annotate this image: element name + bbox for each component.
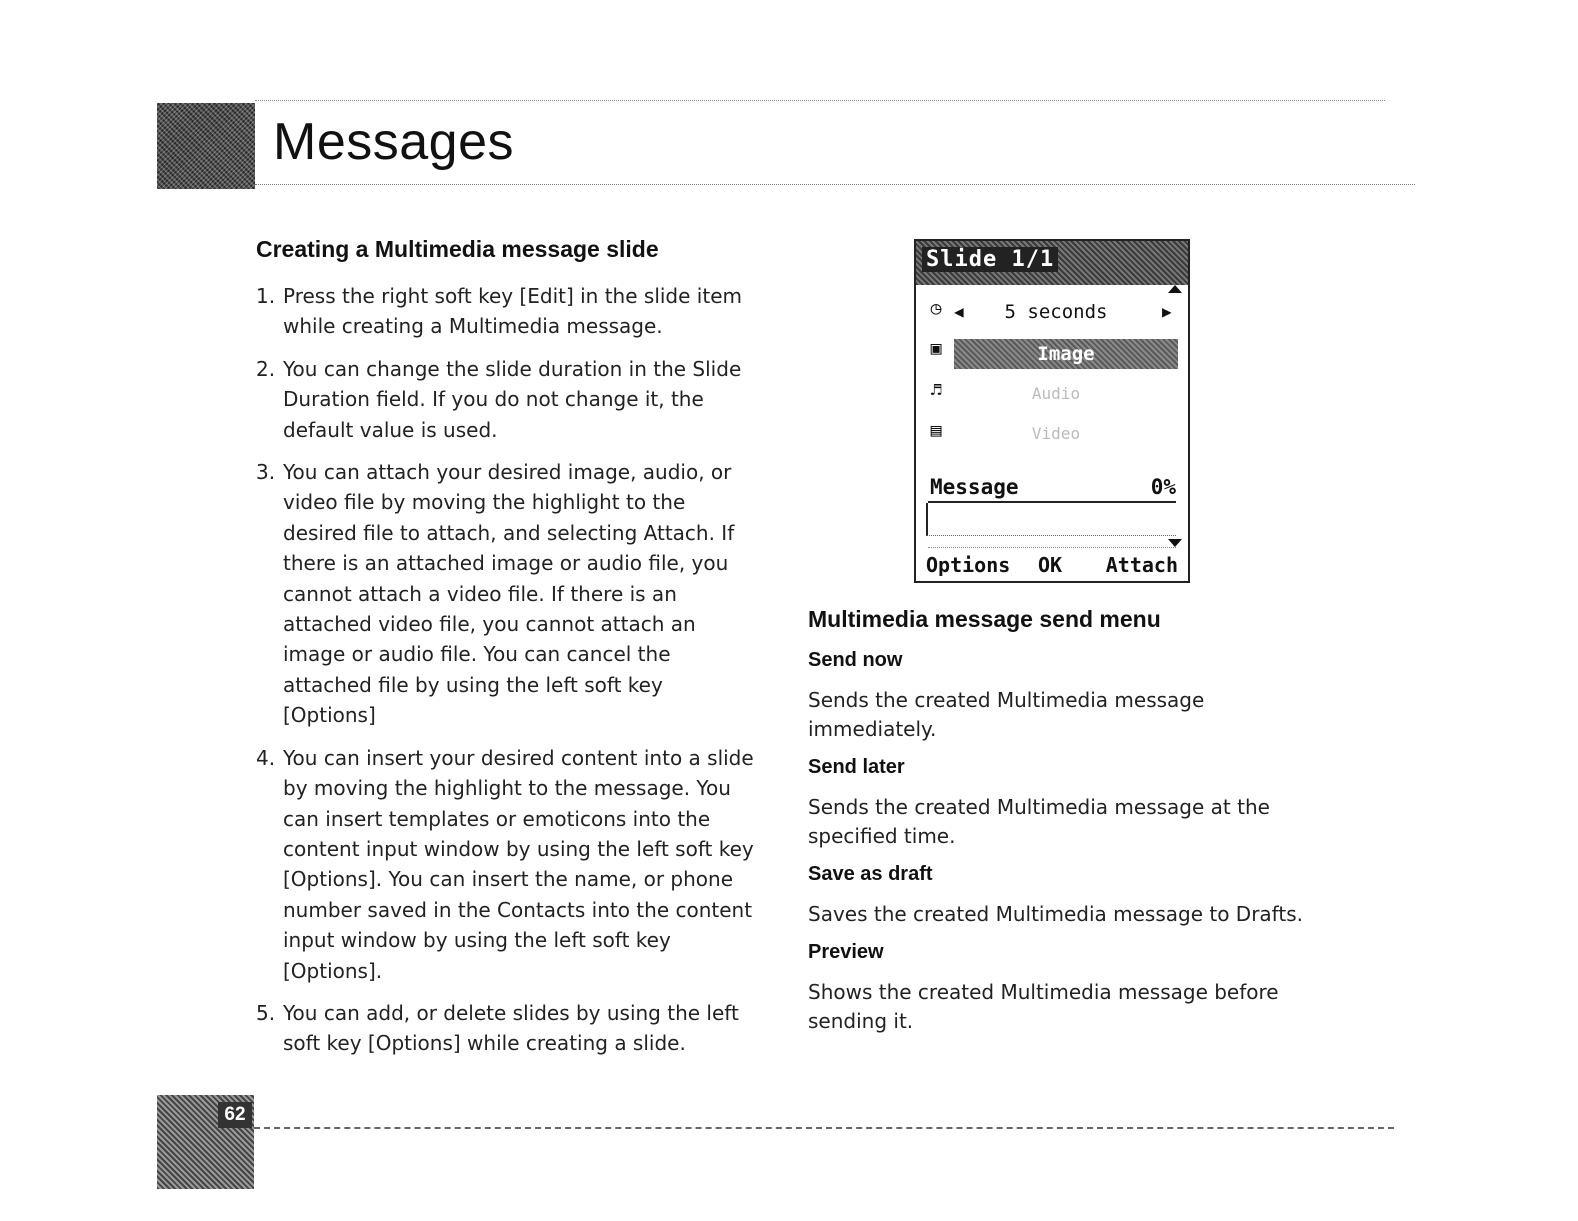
- phone-title-bar: [916, 241, 1188, 285]
- list-item: [256, 281, 756, 342]
- duration-value: 5 seconds: [1004, 301, 1108, 323]
- image-highlight: [954, 339, 1178, 369]
- send-later-desc: Sends the created Multimedia message at the specified time.: [808, 795, 1270, 848]
- options-softkey[interactable]: Options: [926, 553, 1011, 577]
- arrow-left-icon[interactable]: ◀: [954, 302, 964, 321]
- image-icon: ▣: [930, 338, 942, 359]
- page-number: 62: [218, 1102, 252, 1128]
- right-column: [808, 606, 1308, 1048]
- step-number: 4.: [256, 745, 276, 770]
- video-icon: ▤: [930, 420, 942, 441]
- step-text: Press the right soft key [Edit] in the slide item while creating a Multimedia message.: [283, 284, 742, 339]
- preview-desc: Shows the created Multimedia message before sending it.: [808, 980, 1279, 1033]
- phone-screen: [914, 239, 1190, 583]
- section-title: Creating a Multimedia message slide: [256, 236, 659, 262]
- scroll-up-icon: [1168, 285, 1182, 293]
- image-row[interactable]: [916, 337, 1188, 373]
- video-row[interactable]: [916, 419, 1188, 455]
- list-item: [256, 743, 756, 986]
- list-item: [256, 457, 756, 731]
- step-number: 5.: [256, 1000, 276, 1025]
- message-percent: 0%: [1150, 475, 1176, 499]
- step-number: 3.: [256, 460, 276, 485]
- phone-title: Slide 1/1: [922, 247, 1058, 272]
- audio-label: Audio: [1031, 384, 1081, 403]
- scroll-down-icon: [1168, 539, 1182, 547]
- step-text: You can attach your desired image, audio, or video file by moving the highlight to the desired file to attach, and selecting Attach. If there is an attached image or audio file, you cannot attach a video file. If there is an attached video file, you cannot attach an image or audio file. You can cancel the attached file by using the left soft key [Options]: [283, 460, 735, 728]
- steps-list: [256, 281, 756, 1059]
- message-input[interactable]: [926, 503, 1176, 536]
- step-text: You can add, or delete slides by using the left soft key [Options] while creating a slide.: [283, 1000, 739, 1056]
- preview-heading: Preview: [808, 941, 884, 963]
- header-bottom-rule: [255, 184, 1415, 185]
- header-top-rule: [255, 100, 1385, 101]
- save-as-draft-heading: Save as draft: [808, 863, 933, 885]
- header-decor-block: [157, 103, 255, 189]
- clock-icon: ◷: [930, 298, 942, 319]
- send-later-heading: Send later: [808, 756, 905, 778]
- arrow-right-icon[interactable]: ▶: [1162, 302, 1172, 321]
- send-now-desc: Sends the created Multimedia message immediately.: [808, 688, 1205, 741]
- message-label: Message: [930, 475, 1019, 499]
- audio-row[interactable]: [916, 379, 1188, 415]
- left-column: [256, 236, 756, 1071]
- page-title: Messages: [273, 113, 514, 171]
- audio-icon: ♬: [930, 380, 942, 401]
- send-now-heading: Send now: [808, 649, 903, 671]
- image-label: Image: [1037, 343, 1095, 365]
- softkey-divider: [928, 547, 1176, 548]
- send-menu-title: Multimedia message send menu: [808, 606, 1161, 632]
- attach-softkey[interactable]: Attach: [1105, 553, 1178, 577]
- step-number: 2.: [256, 356, 276, 381]
- list-item: [256, 998, 756, 1059]
- save-as-draft-desc: Saves the created Multimedia message to Drafts.: [808, 902, 1303, 926]
- footer-rule: [254, 1127, 1394, 1129]
- step-text: You can insert your desired content into a slide by moving the highlight to the message. You can insert templates or emoticons into the content input window by using the left soft key [Options]. You can insert the name, or phone number saved in the Contacts into the content input window by using the left soft key [Options].: [283, 745, 754, 983]
- step-text: You can change the slide duration in the Slide Duration field. If you do not change it, the default value is used.: [283, 356, 742, 442]
- duration-row[interactable]: [916, 297, 1188, 333]
- video-label: Video: [1031, 424, 1081, 443]
- ok-softkey[interactable]: OK: [1038, 553, 1063, 577]
- list-item: [256, 354, 756, 445]
- step-number: 1.: [256, 284, 276, 308]
